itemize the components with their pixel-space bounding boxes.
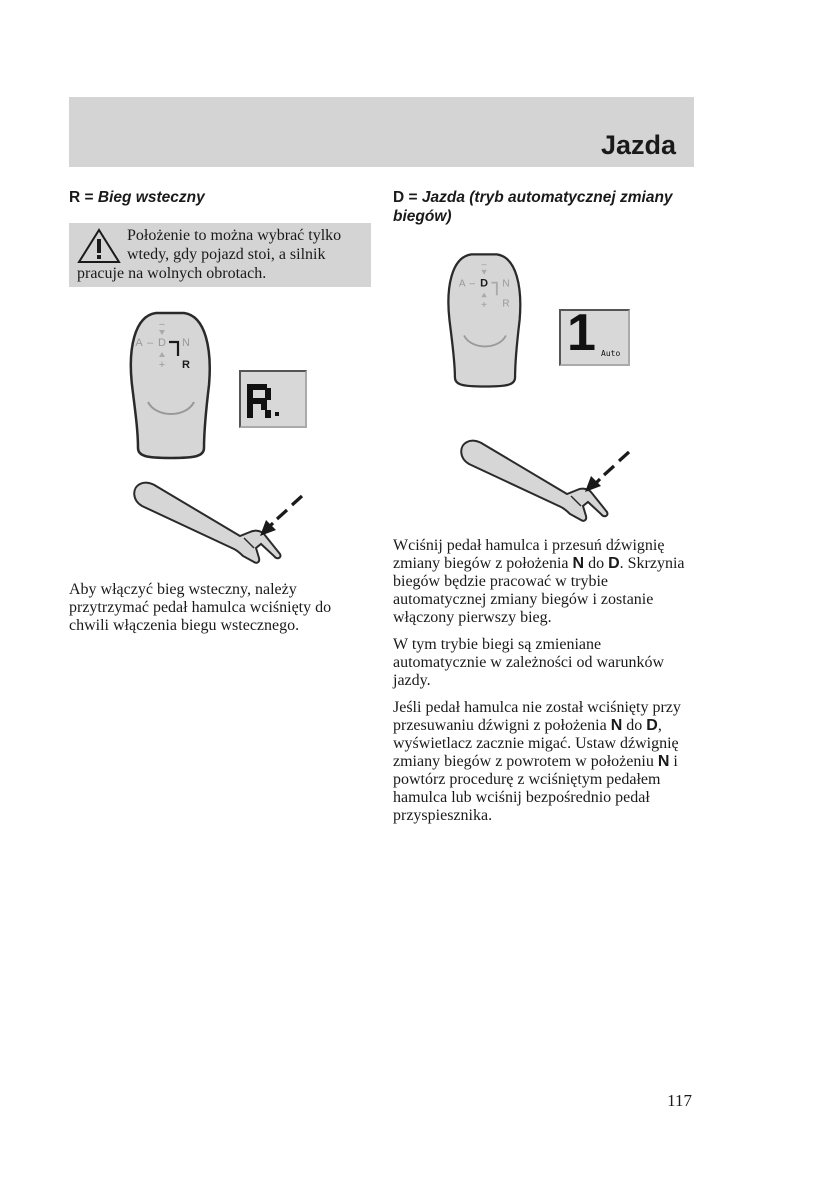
gate-label-d: D [158,337,166,349]
gate-label-n-right: N [502,278,510,290]
gear-display-r [239,370,307,428]
display-auto-label: Auto [601,349,621,358]
svg-text:–: – [146,337,154,349]
right-heading-name: Jazda (tryb automatycznej zmiany biegów) [393,189,673,225]
right-paragraph-2: W tym trybie biegi są zmieniane automatycznie w zależności od warunków jazdy. [393,636,665,689]
gear-knob-r-figure [126,310,216,460]
page-number: 117 [667,1091,692,1110]
gate-label-minus-right: – [481,259,487,270]
header-band [69,97,694,167]
display-r-glyph [241,372,305,426]
right-text-block [393,537,695,825]
gate-label-r: R [182,359,190,371]
gear-display-1-auto [559,304,630,366]
warning-box [69,223,371,287]
page-title: Jazda [600,130,676,160]
svg-text:–: – [469,278,476,290]
gate-label-minus: – [159,319,165,330]
right-paragraph-3: Jeśli pedał hamulca nie został wciśnięty przy przesuwaniu dźwigni z położenia N do D, wyświetlacz zacznie migać. Ustaw dźwignię zmiany biegów z powrotem w położeniu N i powtórz procedurę z wciśniętym pedałem hamulca lub wciśnij bezpośrednio pedał przyspiesznika. [393,699,681,824]
gate-label-plus-right: + [481,300,488,312]
right-heading-key: D [393,189,405,206]
warning-text: Położenie to można wybrać tylko wtedy, gdy pojazd stoi, a silnik pracuje na wolnych obrotach. [77,227,342,282]
brake-pedal-figure-right [453,434,638,526]
left-column [69,188,371,282]
right-heading: D = Jazda (tryb automatycznej zmiany biegów) [393,189,673,225]
gate-label-r-right: R [502,298,510,310]
gate-label-a-right: A [458,278,466,290]
brake-pedal-figure [126,476,311,568]
gate-label-n: N [182,337,190,349]
gear-knob-d-figure [444,245,526,395]
gate-label-d-right: D [480,277,489,290]
gate-label-plus: + [158,359,166,371]
left-heading-key: R [69,189,81,206]
warning-triangle-icon [77,228,121,264]
left-heading: R = Bieg wsteczny [69,189,205,206]
gate-label-a: A [135,337,143,349]
left-heading-name: Bieg wsteczny [97,189,205,206]
left-paragraph: Aby włączyć bieg wsteczny, należy przytrzymać pedał hamulca wciśnięty do chwili włączenia biegu wstecznego. [69,581,332,634]
right-paragraph-1: Wciśnij pedał hamulca i przesuń dźwignię zmiany biegów z położenia N do D. Skrzynia biegów będzie pracować w trybie automatycznej zmiany biegów i zostanie włączony pierwszy bieg. [393,537,685,626]
right-column [393,188,695,226]
display-number: 1 [567,304,596,362]
